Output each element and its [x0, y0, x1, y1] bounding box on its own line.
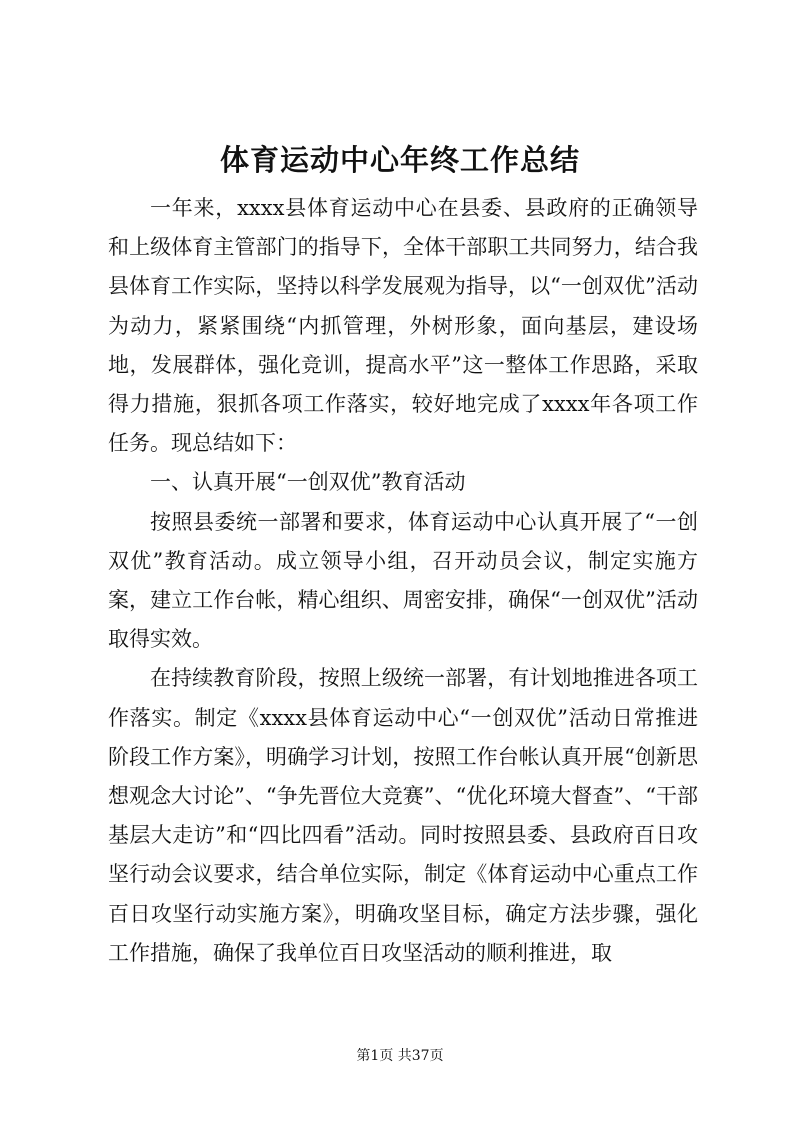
paragraph-intro: 一年来，xxxx县体育运动中心在县委、县政府的正确领导和上级体育主管部门的指导下，全体干部职工共同努力，结合我县体育工作实际，坚持以科学发展观为指导，以“一创双优”活动为动力，紧紧围绕“内抓管理，外树形象，面向基层，建设场地，发展群体，强化竞训，提高水平”这一整体工作思路，采取得力措施，狠抓各项工作落实，较好地完成了xxxx年各项工作任务。现总结如下： — [108, 196, 698, 456]
page-number-footer: 第1页 共37页 — [356, 1048, 444, 1064]
section-heading-1: 一、认真开展“一创双优”教育活动 — [150, 470, 466, 495]
document-title: 体育运动中心年终工作总结 — [219, 143, 580, 177]
paragraph-section1-2: 在持续教育阶段，按照上级统一部署，有计划地推进各项工作落实。制定《xxxx县体育运动中心“一创双优”活动日常推进阶段工作方案》，明确学习计划，按照工作台帐认真开展“创新思想观念大讨论”、“争先晋位大竞赛”、“优化环境大督查”、“干部基层大走访”和“四比四看”活动。同时按照县委、县政府百日攻坚行动会议要求，结合单位实际，制定《体育运动中心重点工作百日攻坚行动实施方案》，明确攻坚目标，确定方法步骤，强化工作措施，确保了我单位百日攻坚活动的顺利推进，取 — [108, 666, 698, 965]
document-body — [108, 189, 698, 973]
paragraph-section1-1: 按照县委统一部署和要求，体育运动中心认真开展了“一创双优”教育活动。成立领导小组，召开动员会议，制定实施方案，建立工作台帐，精心组织、周密安排，确保“一创双优”活动取得实效。 — [108, 509, 698, 652]
